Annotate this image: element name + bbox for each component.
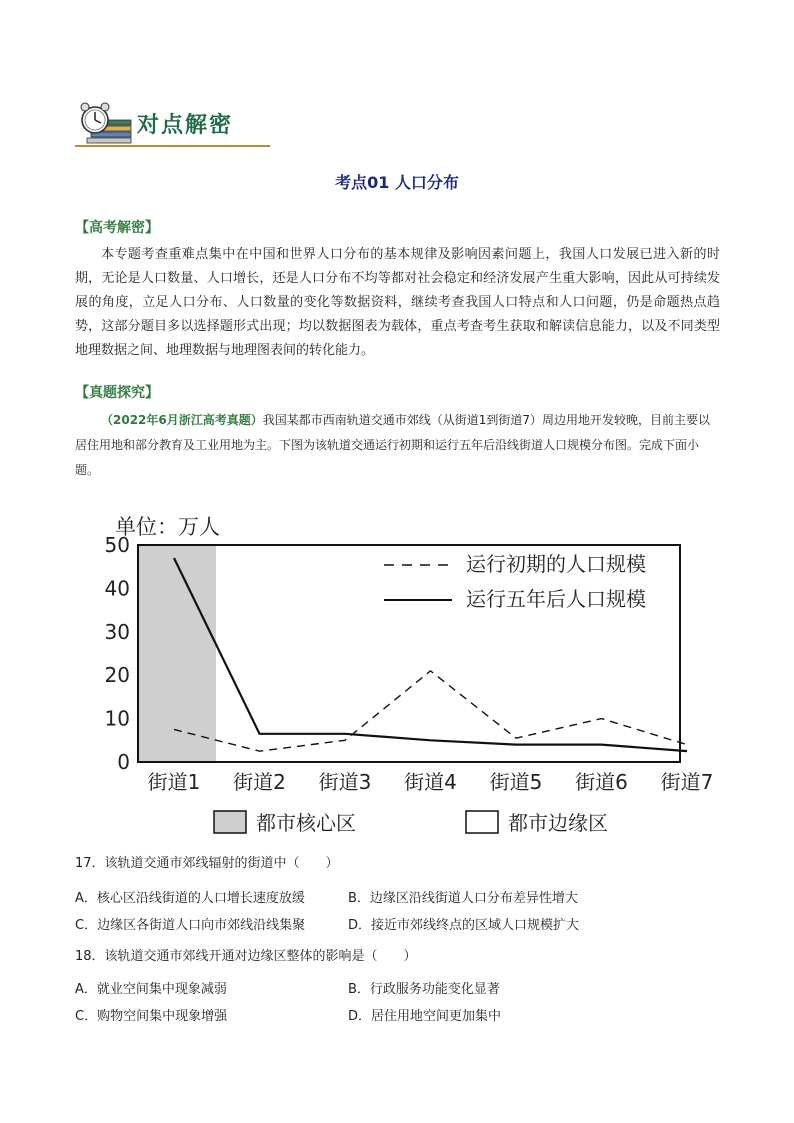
question-17-stem: 17．该轨道交通市郊线辐射的街道中（ ） (75, 856, 339, 871)
banner-underline (75, 145, 270, 147)
x-tick-label: 街道3 (318, 770, 372, 794)
zone-legend-swatch-1 (214, 811, 246, 833)
zhenti-label: 【真题探究】 (75, 385, 159, 401)
zhenti-source: （2022年6月浙江高考真题） (101, 413, 263, 427)
clock-books-icon (75, 98, 133, 144)
x-tick-label: 街道7 (660, 770, 714, 794)
x-tick-label: 街道2 (233, 770, 286, 794)
x-tick-label: 街道4 (404, 770, 457, 794)
question-17-option-a[interactable]: A．核心区沿线街道的人口增长速度放缓 (75, 891, 305, 906)
question-18-option-b[interactable]: B．行政服务功能变化显著 (348, 982, 500, 997)
section-title: 考点01 人口分布 (335, 173, 459, 192)
question-18-option-d[interactable]: D．居住用地空间更加集中 (348, 1009, 502, 1024)
y-tick-label: 40 (104, 576, 130, 601)
question-18-option-a[interactable]: A．就业空间集中现象减弱 (75, 982, 227, 997)
y-tick-label: 0 (117, 750, 130, 774)
x-tick-label: 街道5 (489, 770, 543, 794)
y-tick-label: 30 (104, 619, 130, 644)
question-17-option-c[interactable]: C．边缘区各街道人口向市郊线沿线集聚 (75, 918, 306, 933)
zhenti-paragraph (75, 408, 720, 483)
legend-label-2: 运行五年后人口规模 (466, 587, 646, 611)
section-banner (75, 98, 270, 148)
x-tick-label: 街道6 (575, 770, 628, 794)
y-tick-label: 20 (104, 663, 130, 688)
question-17-option-d[interactable]: D．接近市郊线终点的区域人口规模扩大 (348, 918, 580, 933)
zone-legend-label-1: 都市核心区 (256, 811, 356, 835)
y-unit-label: 单位：万人 (115, 515, 220, 539)
question-17-option-b[interactable]: B．边缘区沿线街道人口分布差异性增大 (348, 891, 578, 906)
series-line-1 (174, 671, 687, 751)
x-tick-label: 街道1 (147, 770, 201, 794)
core-zone-shading (138, 545, 216, 762)
zone-legend-swatch-2 (466, 811, 498, 833)
y-tick-label: 50 (104, 533, 130, 557)
banner-title: 对点解密 (137, 112, 234, 138)
zone-legend-label-2: 都市边缘区 (508, 811, 608, 835)
legend-label-1: 运行初期的人口规模 (466, 552, 646, 576)
y-tick-label: 10 (104, 706, 130, 731)
question-18-stem: 18．该轨道交通市郊线开通对边缘区整体的影响是（ ） (75, 949, 417, 964)
population-line-chart (88, 508, 714, 843)
zhenti-text: 我国某都市西南轨道交通市郊线（从街道1到街道7）周边用地开发较晚，目前主要以居住用地和部分教育及工业用地为主。下图为该轨道交通运行初期和运行五年后沿线街道人口规模分布图。完成下面小题。 (75, 413, 711, 477)
gaokao-paragraph: 本专题考查重难点集中在中国和世界人口分布的基本规律及影响因素问题上，我国人口发展已进入新的时期，无论是人口数量、人口增长，还是人口分布不均等都对社会稳定和经济发展产生重大影响，因此从可持续发展的角度，立足人口分布、人口数量的变化等数据资料，继续考查我国人口特点和人口问题，仍是命题热点趋势，这部分题目多以选择题形式出现；均以数据图表为载体，重点考查考生获取和解读信息能力，以及不同类型地理数据之间、地理数据与地理图表间的转化能力。 (75, 247, 720, 358)
question-18-option-c[interactable]: C．购物空间集中现象增强 (75, 1009, 228, 1024)
gaokao-label: 【高考解密】 (75, 220, 159, 236)
